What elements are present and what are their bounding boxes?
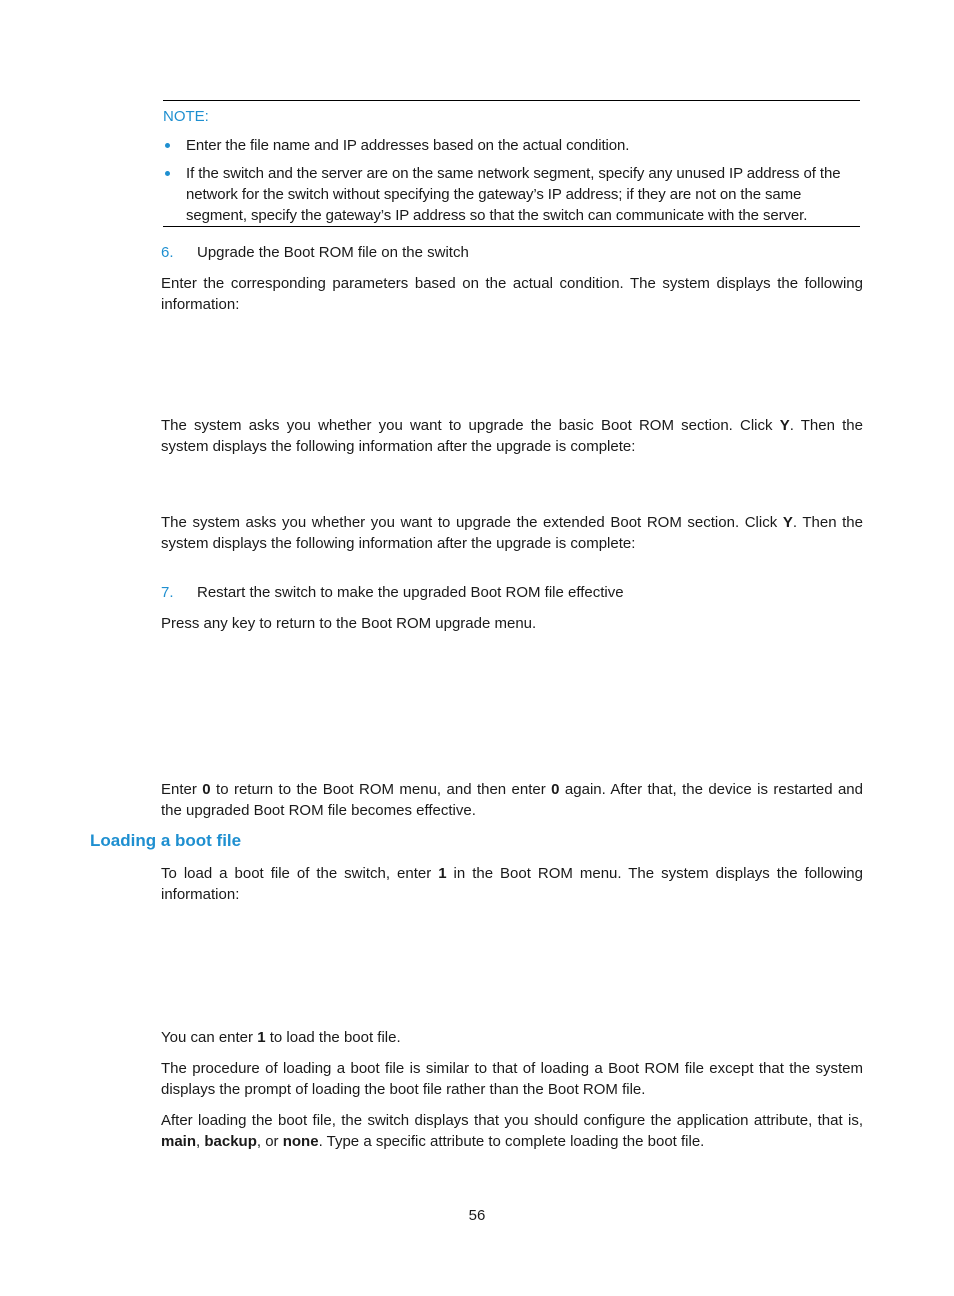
paragraph-extended-bootrom bbox=[161, 512, 863, 554]
step-text: Restart the switch to make the upgraded Boot ROM file effective bbox=[197, 584, 624, 601]
key-1: 1 bbox=[438, 865, 447, 882]
text-run: . Then the system displays the following information after the upgrade is complete: bbox=[161, 417, 863, 455]
key-1: 1 bbox=[257, 1029, 266, 1046]
paragraph-enter-one bbox=[161, 1027, 863, 1048]
text-run: . Type a specific attribute to complete loading the boot file. bbox=[318, 1133, 705, 1150]
text-run: Enter bbox=[161, 781, 203, 798]
bullet-dot bbox=[165, 171, 170, 176]
paragraph-application-attribute bbox=[161, 1110, 863, 1152]
text-run: The system asks you whether you want to upgrade the basic Boot ROM section. Click bbox=[161, 417, 780, 434]
step-number: 6. bbox=[161, 244, 174, 261]
text-run: to load the boot file. bbox=[265, 1029, 401, 1046]
text-run: To load a boot file of the switch, enter bbox=[161, 865, 439, 882]
step-text: Upgrade the Boot ROM file on the switch bbox=[197, 244, 469, 261]
paragraph-load-boot-file bbox=[161, 863, 863, 905]
note-label: NOTE: bbox=[163, 108, 209, 125]
bullet-dot bbox=[165, 143, 170, 148]
text-run: again. After that, the device is restarted and the upgraded Boot ROM file becomes effective. bbox=[161, 781, 863, 819]
paragraph-procedure: The procedure of loading a boot file is similar to that of loading a Boot ROM file except that the system displays the prompt of loading the boot file rather than the Boot ROM file. bbox=[161, 1060, 863, 1098]
paragraph-press-any-key: Press any key to return to the Boot ROM upgrade menu. bbox=[161, 615, 537, 632]
text-run: in the Boot ROM menu. The system displays the following information: bbox=[161, 865, 863, 903]
note-bullet-1: Enter the file name and IP addresses based on the actual condition. bbox=[186, 137, 630, 154]
key-0: 0 bbox=[551, 781, 560, 798]
step-number: 7. bbox=[161, 584, 174, 601]
note-bottom-rule bbox=[163, 226, 860, 227]
page-number: 56 bbox=[468, 1207, 486, 1224]
text-run: , bbox=[196, 1133, 205, 1150]
key-y: Y bbox=[779, 417, 790, 434]
text-run: , or bbox=[256, 1133, 283, 1150]
text-run: The system asks you whether you want to upgrade the extended Boot ROM section. Click bbox=[161, 514, 783, 531]
section-heading: Loading a boot file bbox=[90, 831, 242, 850]
keyword-none: none bbox=[282, 1133, 319, 1150]
paragraph-basic-bootrom bbox=[161, 415, 863, 457]
keyword-backup: backup bbox=[204, 1133, 257, 1150]
note-bullet-2: If the switch and the server are on the same network segment, specify any unused IP address of the network for the switch without specifying the gateway’s IP address; if they are not on the same segment, specify the gateway’s IP address so that the switch can communicate with the server. bbox=[186, 165, 841, 224]
keyword-main: main bbox=[161, 1133, 197, 1150]
text-run: After loading the boot file, the switch displays that you should configure the application attribute, that is, bbox=[161, 1112, 863, 1129]
key-y: Y bbox=[782, 514, 793, 531]
note-top-rule bbox=[163, 100, 860, 101]
text-run: to return to the Boot ROM menu, and then enter bbox=[210, 781, 552, 798]
text-run: You can enter bbox=[161, 1029, 258, 1046]
text-run: . Then the system displays the following information after the upgrade is complete: bbox=[161, 514, 863, 552]
paragraph-enter-zero bbox=[161, 779, 863, 821]
key-0: 0 bbox=[202, 781, 211, 798]
paragraph-enter-parameters: Enter the corresponding parameters based on the actual condition. The system displays the following information: bbox=[161, 275, 863, 313]
